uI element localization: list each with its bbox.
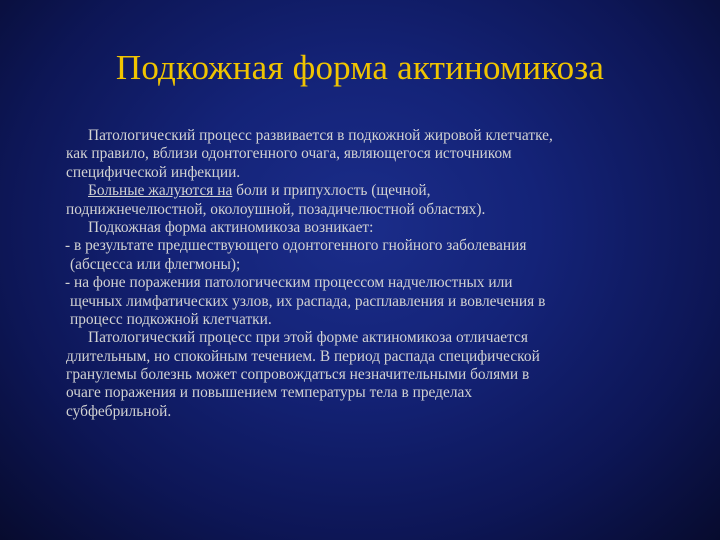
text-fragment: боли и припухлость (щечной, bbox=[232, 182, 431, 200]
text-line: поднижнечелюстной, околоушной, позадичелюстной областях). bbox=[66, 200, 486, 218]
text-line: щечных лимфатических узлов, их распада, расплавления и вовлечения в bbox=[70, 292, 546, 310]
text-line: гранулемы болезнь может сопровождаться незначительными болями в bbox=[66, 366, 530, 384]
slide-body bbox=[66, 127, 690, 421]
text-line: - на фоне поражения патологическим процессом надчелюстных или bbox=[65, 274, 513, 292]
text-line: как правило, вблизи одонтогенного очага, являющегося источником bbox=[66, 145, 512, 163]
list-item bbox=[66, 237, 690, 274]
slide-title: Подкожная форма актиномикоза bbox=[115, 48, 605, 87]
text-line: Патологический процесс при этой форме актиномикоза отличается bbox=[88, 329, 528, 347]
paragraph-complaints bbox=[66, 182, 690, 219]
list-causes bbox=[66, 237, 690, 329]
text-line: Подкожная форма актиномикоза возникает: bbox=[88, 218, 374, 236]
underlined-phrase: Больные жалуются на bbox=[88, 182, 233, 200]
text-line: - в результате предшествующего одонтогенного гнойного заболевания bbox=[65, 237, 527, 255]
paragraph-course bbox=[66, 329, 690, 421]
paragraph-process bbox=[66, 127, 690, 182]
text-line: специфической инфекции. bbox=[66, 163, 241, 181]
list-item bbox=[66, 274, 690, 329]
text-line: длительным, но спокойным течением. В период распада специфической bbox=[66, 347, 540, 365]
text-line: (абсцесса или флегмоны); bbox=[70, 255, 241, 273]
text-line: процесс подкожной клетчатки. bbox=[70, 310, 272, 328]
text-line: субфебрильной. bbox=[66, 402, 172, 420]
text-line: Патологический процесс развивается в подкожной жировой клетчатке, bbox=[88, 127, 553, 144]
text-line: очаге поражения и повышением температуры тела в пределах bbox=[66, 384, 473, 402]
paragraph-occurs bbox=[66, 219, 690, 237]
text-line bbox=[66, 182, 690, 200]
